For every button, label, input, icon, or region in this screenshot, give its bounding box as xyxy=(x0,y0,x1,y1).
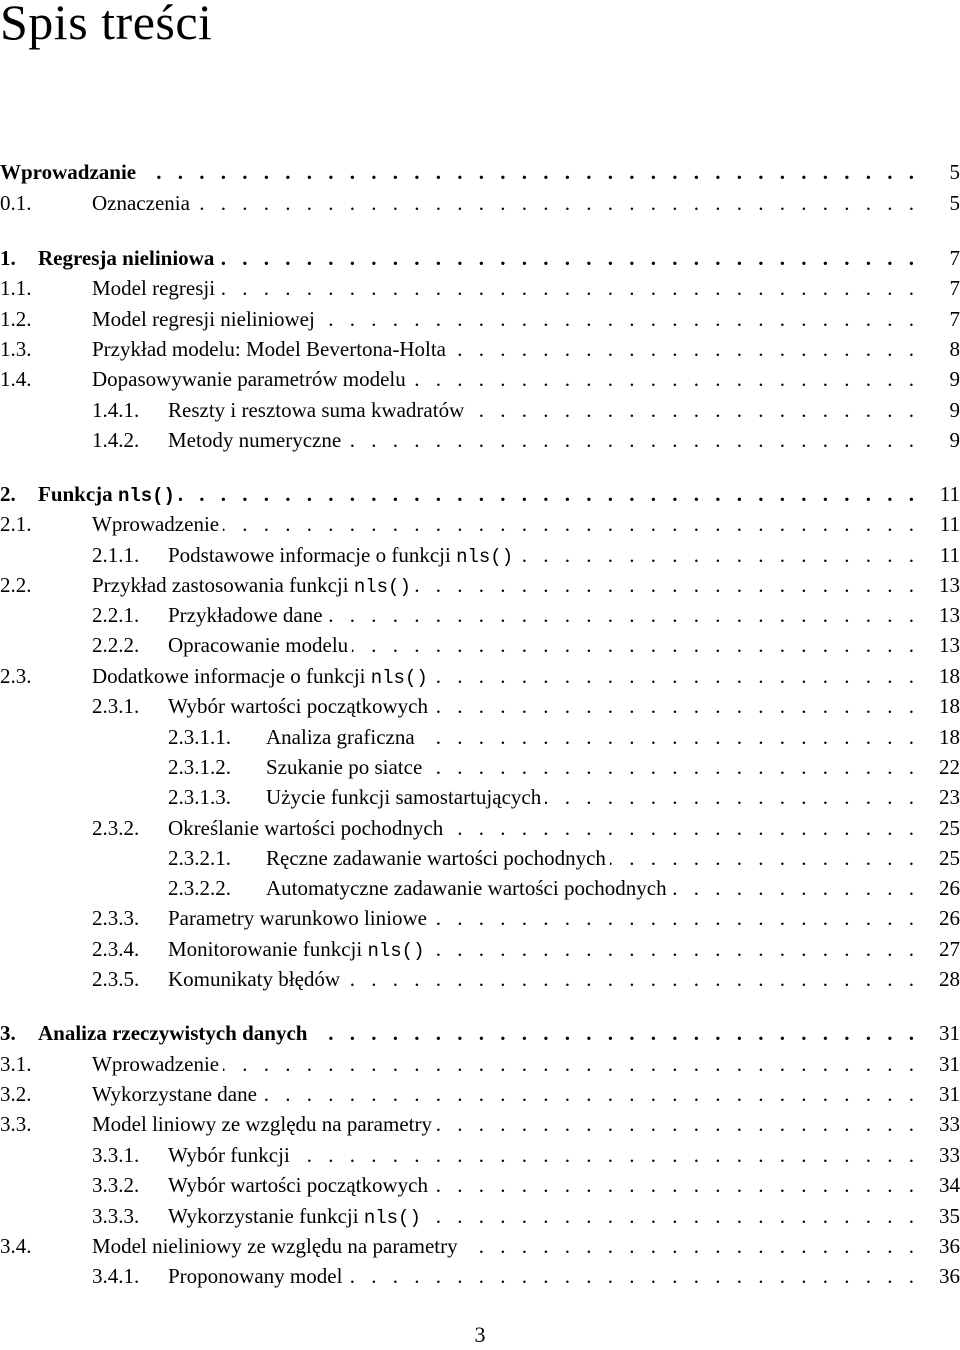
toc-entry-code: nls() xyxy=(367,940,425,962)
toc-entry-number: 2.3.1.3. xyxy=(168,785,231,809)
toc-entry[interactable] xyxy=(0,509,960,539)
toc-entry-text: Model nieliniowy ze względu na parametry xyxy=(92,1234,458,1258)
toc-entry-page: 8 xyxy=(949,337,960,361)
toc-entry[interactable] xyxy=(0,630,960,660)
toc-entry-number: 0.1. xyxy=(0,191,32,215)
toc-entry-title xyxy=(92,1231,462,1261)
toc-entry[interactable] xyxy=(0,395,960,425)
toc-entry-code: nls() xyxy=(370,667,428,689)
toc-entry-page: 33 xyxy=(939,1112,960,1136)
toc-entry-page: 31 xyxy=(939,1021,960,1045)
toc-entry-title xyxy=(168,600,327,630)
toc-entry[interactable] xyxy=(0,752,960,782)
toc-entry-number: 2.2.1. xyxy=(92,603,140,627)
toc-entry-title xyxy=(0,157,140,187)
toc-entry-title xyxy=(168,691,432,721)
toc-entry-number: 3.4.1. xyxy=(92,1264,140,1288)
toc-entry-number: 1.4.2. xyxy=(92,428,140,452)
toc-entry-title xyxy=(92,1109,436,1139)
toc-entry-text: Opracowanie modelu xyxy=(168,633,349,657)
toc-entry-title xyxy=(92,661,432,693)
toc-entry-page: 31 xyxy=(939,1082,960,1106)
toc-entry-title xyxy=(92,509,223,539)
toc-entry-page: 7 xyxy=(949,307,960,331)
page-title: Spis treści xyxy=(0,0,213,50)
toc-entry[interactable] xyxy=(0,1140,960,1170)
toc-entry-text: Wprowadzanie xyxy=(0,160,137,184)
toc-entry[interactable] xyxy=(0,425,960,455)
toc-entry[interactable] xyxy=(0,1018,960,1048)
toc-entry-number: 2.3.2.2. xyxy=(168,876,231,900)
toc-entry-page: 25 xyxy=(939,816,960,840)
toc-entry-text: Model regresji xyxy=(92,276,216,300)
toc-entry[interactable] xyxy=(0,782,960,812)
toc-entry-number: 2. xyxy=(0,482,16,506)
toc-entry-title xyxy=(168,1201,425,1233)
toc-entry-number: 3.3. xyxy=(0,1112,32,1136)
toc-entry[interactable] xyxy=(0,1109,960,1139)
toc-entry-text: Funkcja xyxy=(38,482,118,506)
toc-entry-page: 13 xyxy=(939,603,960,627)
toc-entry[interactable] xyxy=(0,304,960,334)
toc-entry-page: 11 xyxy=(939,512,960,536)
toc-entry[interactable] xyxy=(0,1261,960,1291)
toc-entry[interactable] xyxy=(0,1079,960,1109)
toc-entry[interactable] xyxy=(0,570,960,600)
toc-entry-page: 34 xyxy=(939,1173,960,1197)
toc-entry-title xyxy=(168,540,517,572)
toc-entry-text: Użycie funkcji samostartujących xyxy=(266,785,542,809)
toc-entry-number: 2.3.1.1. xyxy=(168,725,231,749)
toc-entry-page: 36 xyxy=(939,1264,960,1288)
toc-entry-number: 2.1. xyxy=(0,512,32,536)
toc-entry-page: 9 xyxy=(949,428,960,452)
toc-entry[interactable] xyxy=(0,661,960,691)
toc-entry-number: 3.3.1. xyxy=(92,1143,140,1167)
toc-entry-text: Dopasowywanie parametrów modelu xyxy=(92,367,406,391)
toc-entry-title xyxy=(92,334,450,364)
toc-entry[interactable] xyxy=(0,1231,960,1261)
toc-entry[interactable] xyxy=(0,691,960,721)
toc-entry-number: 2.3.5. xyxy=(92,967,140,991)
toc-entry[interactable] xyxy=(0,1170,960,1200)
toc-entry-page: 7 xyxy=(949,276,960,300)
toc-entry[interactable] xyxy=(0,188,960,218)
toc-entry[interactable] xyxy=(0,903,960,933)
toc-entry[interactable] xyxy=(0,1201,960,1231)
toc-entry-text: Wybór funkcji xyxy=(168,1143,290,1167)
toc-entry-number: 3. xyxy=(0,1021,16,1045)
toc-entry-page: 26 xyxy=(939,906,960,930)
toc-entry-title xyxy=(168,903,431,933)
toc-entry-text: Wprowadzenie xyxy=(92,1052,220,1076)
toc-entry-text: Model liniowy ze względu na parametry xyxy=(92,1112,432,1136)
toc-entry-number: 3.3.3. xyxy=(92,1204,140,1228)
toc-entry-title xyxy=(92,304,319,334)
page-number: 3 xyxy=(474,1322,486,1347)
toc-entry-title xyxy=(92,1049,223,1079)
toc-entry-text: Ręczne zadawanie wartości pochodnych xyxy=(266,846,606,870)
toc-entry-page: 31 xyxy=(939,1052,960,1076)
toc-entry-page: 13 xyxy=(939,633,960,657)
toc-entry-page: 11 xyxy=(939,543,960,567)
toc-entry[interactable] xyxy=(0,273,960,303)
toc-entry-code: nls() xyxy=(353,576,411,598)
toc-entry[interactable] xyxy=(0,157,960,187)
toc-entry-text: Wykorzystane dane xyxy=(92,1082,257,1106)
toc-entry-number: 2.3.2.1. xyxy=(168,846,231,870)
toc-entry-title xyxy=(168,964,344,994)
toc-entry-text: Analiza graficzna xyxy=(266,725,415,749)
toc-entry-number: 3.1. xyxy=(0,1052,32,1076)
toc-entry-text: Parametry warunkowo liniowe xyxy=(168,906,427,930)
toc-entry-title xyxy=(168,934,428,966)
toc-entry-page: 28 xyxy=(939,967,960,991)
toc-entry-page: 13 xyxy=(939,573,960,597)
toc-entry-page: 5 xyxy=(949,160,960,184)
toc-entry-title xyxy=(266,843,610,873)
toc-entry-title xyxy=(92,273,219,303)
toc-entry[interactable] xyxy=(0,334,960,364)
toc-entry-title xyxy=(92,570,415,602)
toc-entry-text: Przykład zastosowania funkcji xyxy=(92,573,354,597)
toc-entry-page: 18 xyxy=(939,694,960,718)
toc-entry-number: 1.4.1. xyxy=(92,398,140,422)
toc-entry-page: 35 xyxy=(939,1204,960,1228)
toc-entry-number: 2.3.1. xyxy=(92,694,140,718)
toc-entry[interactable] xyxy=(0,873,960,903)
toc-entry-page: 7 xyxy=(949,246,960,270)
toc-entry-number: 1. xyxy=(0,246,16,270)
toc-entry-page: 36 xyxy=(939,1234,960,1258)
toc-entry-text: Proponowany model xyxy=(168,1264,343,1288)
toc-entry-page: 26 xyxy=(939,876,960,900)
toc-entry-text: Określanie wartości pochodnych xyxy=(168,816,444,840)
toc-entry-number: 3.4. xyxy=(0,1234,32,1258)
toc-entry-page: 5 xyxy=(949,191,960,215)
toc-entry[interactable] xyxy=(0,934,960,964)
toc-entry-code: nls() xyxy=(363,1207,421,1229)
toc-entry-page: 33 xyxy=(939,1143,960,1167)
toc-entry-text: Reszty i resztowa suma kwadratów xyxy=(168,398,465,422)
toc-entry-code: nls() xyxy=(117,485,175,507)
toc-entry-text: Wybór wartości początkowych xyxy=(168,1173,428,1197)
toc-entry-title xyxy=(266,873,671,903)
toc-entry-title xyxy=(266,752,426,782)
toc-entry-text: Przykładowe dane xyxy=(168,603,323,627)
toc-entry-number: 1.3. xyxy=(0,337,32,361)
toc-entry-code: nls() xyxy=(456,546,514,568)
toc-entry-text: Wykorzystanie funkcji xyxy=(168,1204,364,1228)
toc-entry-page: 18 xyxy=(939,664,960,688)
toc-entry-number: 1.1. xyxy=(0,276,32,300)
toc-entry-page: 27 xyxy=(939,937,960,961)
toc-entry-text: Oznaczenia xyxy=(92,191,190,215)
toc-entry-page: 23 xyxy=(939,785,960,809)
toc-entry-title xyxy=(168,1261,346,1291)
toc-entry-title xyxy=(168,1140,294,1170)
toc-dot-leader xyxy=(92,188,914,218)
toc-entry-text: Automatyczne zadawanie wartości pochodnych xyxy=(266,876,667,900)
toc-entry-number: 2.2. xyxy=(0,573,32,597)
toc-entry-number: 2.3.3. xyxy=(92,906,140,930)
toc-entry[interactable] xyxy=(0,364,960,394)
toc-entry-title xyxy=(168,630,352,660)
toc-entry[interactable] xyxy=(0,479,960,509)
toc-entry-page: 11 xyxy=(939,482,960,506)
toc-entry-number: 2.2.2. xyxy=(92,633,140,657)
toc-entry-title xyxy=(168,1170,432,1200)
toc-entry-page: 22 xyxy=(939,755,960,779)
toc-entry-title xyxy=(168,425,345,455)
toc-entry-number: 1.2. xyxy=(0,307,32,331)
toc-entry[interactable] xyxy=(0,964,960,994)
toc-entry-title xyxy=(168,813,447,843)
toc-entry-number: 1.4. xyxy=(0,367,32,391)
toc-entry-text: Podstawowe informacje o funkcji xyxy=(168,543,457,567)
toc-entry-text: Przykład modelu: Model Bevertona-Holta xyxy=(92,337,446,361)
toc-entry-title xyxy=(266,722,419,752)
toc-entry-title xyxy=(168,395,468,425)
toc-entry-title xyxy=(92,1079,261,1109)
toc-entry[interactable] xyxy=(0,843,960,873)
toc-entry-number: 3.3.2. xyxy=(92,1173,140,1197)
toc-entry-number: 2.3.4. xyxy=(92,937,140,961)
toc-entry-page: 9 xyxy=(949,367,960,391)
toc-entry-title xyxy=(92,188,194,218)
toc-entry-title xyxy=(92,364,410,394)
toc-entry-text: Regresja nieliniowa xyxy=(38,246,215,270)
toc-entry-page: 18 xyxy=(939,725,960,749)
toc-entry-number: 3.2. xyxy=(0,1082,32,1106)
toc-entry-text: Analiza rzeczywistych danych xyxy=(38,1021,308,1045)
toc-entry-text: Model regresji nieliniowej xyxy=(92,307,315,331)
toc-entry[interactable] xyxy=(0,1049,960,1079)
toc-entry-number: 2.3.1.2. xyxy=(168,755,231,779)
toc-entry[interactable] xyxy=(0,540,960,570)
toc-entry-title xyxy=(266,782,545,812)
toc-entry-title xyxy=(38,243,218,273)
toc-entry-number: 2.1.1. xyxy=(92,543,140,567)
toc-entry-title xyxy=(38,479,179,511)
toc-entry-text: Monitorowanie funkcji xyxy=(168,937,368,961)
toc-entry-page: 9 xyxy=(949,398,960,422)
toc-entry-text: Wprowadzenie xyxy=(92,512,220,536)
toc-entry[interactable] xyxy=(0,243,960,273)
toc-entry-text: Wybór wartości początkowych xyxy=(168,694,428,718)
toc-entry-text: Szukanie po siatce xyxy=(266,755,423,779)
toc-entry-text: Komunikaty błędów xyxy=(168,967,341,991)
toc-entry[interactable] xyxy=(0,600,960,630)
toc-entry-text: Dodatkowe informacje o funkcji xyxy=(92,664,371,688)
toc-entry-page: 25 xyxy=(939,846,960,870)
toc-entry-text: Metody numeryczne xyxy=(168,428,342,452)
toc-entry-number: 2.3. xyxy=(0,664,32,688)
toc-entry-number: 2.3.2. xyxy=(92,816,140,840)
toc-entry[interactable] xyxy=(0,722,960,752)
toc-entry-title xyxy=(38,1018,311,1048)
toc-entry[interactable] xyxy=(0,813,960,843)
